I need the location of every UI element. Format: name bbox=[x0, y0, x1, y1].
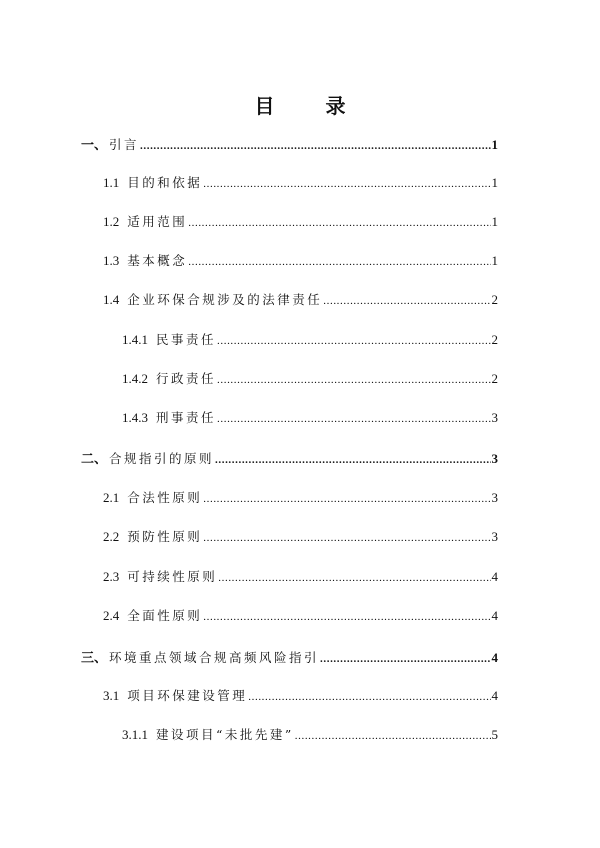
toc-entry-number: 3.1.1 bbox=[122, 727, 148, 742]
toc-entry-page: 4 bbox=[491, 569, 498, 584]
toc-entry-number: 1.4.2 bbox=[122, 371, 148, 386]
toc-entry-page: 2 bbox=[491, 292, 498, 307]
dot-leader bbox=[218, 572, 490, 584]
toc-entry[interactable] bbox=[81, 647, 498, 667]
dot-leader bbox=[188, 217, 490, 229]
toc-entry-title: 民事责任 bbox=[156, 332, 217, 347]
dot-leader bbox=[217, 374, 490, 386]
toc-entry[interactable] bbox=[103, 488, 498, 508]
toc-entry-page: 4 bbox=[491, 608, 498, 623]
toc-entry-page: 3 bbox=[491, 451, 498, 466]
toc-entry-title: 项目环保建设管理 bbox=[127, 688, 248, 703]
toc-entry-page: 3 bbox=[491, 529, 498, 544]
toc-entry-page: 3 bbox=[491, 490, 498, 505]
toc-entry-page: 1 bbox=[491, 214, 498, 229]
dot-leader bbox=[217, 335, 490, 347]
dot-leader bbox=[203, 611, 490, 623]
toc-entry-number: 1.4.1 bbox=[122, 332, 148, 347]
toc-entry-title: 合法性原则 bbox=[127, 490, 203, 505]
toc-entry-page: 2 bbox=[491, 332, 498, 347]
toc-entry-title: 适用范围 bbox=[127, 214, 188, 229]
toc-entry-page: 2 bbox=[491, 371, 498, 386]
dot-leader bbox=[188, 256, 490, 268]
toc-entry[interactable] bbox=[81, 448, 498, 468]
dot-leader bbox=[140, 140, 490, 152]
toc-entry-page: 1 bbox=[491, 175, 498, 190]
dot-leader bbox=[215, 454, 490, 466]
toc-entry-number: 1.1 bbox=[103, 175, 120, 190]
toc-entry-number: 2.4 bbox=[103, 608, 120, 623]
toc-entry-title: 建设项目“未批先建” bbox=[156, 727, 294, 742]
toc-entry[interactable] bbox=[103, 251, 498, 271]
toc-entry[interactable] bbox=[103, 290, 498, 310]
toc-entry-title: 引言 bbox=[109, 137, 140, 152]
toc-entry[interactable] bbox=[122, 725, 498, 745]
toc-entry[interactable] bbox=[103, 212, 498, 232]
toc-entry-title: 目的和依据 bbox=[127, 175, 203, 190]
toc-entry-number: 一、 bbox=[81, 137, 108, 152]
toc-entry[interactable] bbox=[103, 686, 498, 706]
dot-leader bbox=[295, 730, 491, 742]
toc-entry-title: 基本概念 bbox=[127, 253, 188, 268]
toc-entry-title: 刑事责任 bbox=[156, 410, 217, 425]
dot-leader bbox=[203, 532, 490, 544]
toc-entry-title: 可持续性原则 bbox=[127, 569, 218, 584]
toc-entry[interactable] bbox=[103, 567, 498, 587]
dot-leader bbox=[248, 691, 490, 703]
toc-entry[interactable] bbox=[122, 408, 498, 428]
toc-entry-title: 预防性原则 bbox=[127, 529, 203, 544]
dot-leader bbox=[323, 295, 490, 307]
toc-entry-number: 三、 bbox=[81, 650, 108, 665]
toc-entry[interactable] bbox=[81, 134, 498, 154]
toc-entry-number: 二、 bbox=[81, 451, 108, 466]
toc-entry-title: 环境重点领域合规高频风险指引 bbox=[109, 650, 320, 665]
dot-leader bbox=[217, 413, 490, 425]
toc-entry-page: 1 bbox=[491, 137, 498, 152]
toc-entry-page: 4 bbox=[491, 650, 498, 665]
toc-entry-number: 1.2 bbox=[103, 214, 120, 229]
toc-entry-page: 1 bbox=[491, 253, 498, 268]
toc-entry[interactable] bbox=[103, 173, 498, 193]
dot-leader bbox=[203, 178, 490, 190]
toc-entry-number: 2.1 bbox=[103, 490, 120, 505]
toc-entry-title: 企业环保合规涉及的法律责任 bbox=[127, 292, 323, 307]
toc-entry[interactable] bbox=[122, 369, 498, 389]
toc-entry[interactable] bbox=[122, 330, 498, 350]
dot-leader bbox=[203, 493, 490, 505]
toc-entry-number: 1.3 bbox=[103, 253, 120, 268]
toc-entry-title: 行政责任 bbox=[156, 371, 217, 386]
dot-leader bbox=[320, 653, 490, 665]
toc-entry-number: 2.3 bbox=[103, 569, 120, 584]
toc-title: 目 录 bbox=[254, 94, 368, 118]
toc-entry-page: 4 bbox=[491, 688, 498, 703]
toc-entry-page: 3 bbox=[491, 410, 498, 425]
toc-entry-number: 3.1 bbox=[103, 688, 120, 703]
toc-entry-title: 全面性原则 bbox=[127, 608, 203, 623]
toc-entry-title: 合规指引的原则 bbox=[109, 451, 215, 466]
toc-entry-number: 2.2 bbox=[103, 529, 120, 544]
toc-entry-page: 5 bbox=[491, 727, 498, 742]
toc-entry[interactable] bbox=[103, 606, 498, 626]
toc-entry-number: 1.4.3 bbox=[122, 410, 148, 425]
toc-entry-number: 1.4 bbox=[103, 292, 120, 307]
toc-entry[interactable] bbox=[103, 527, 498, 547]
